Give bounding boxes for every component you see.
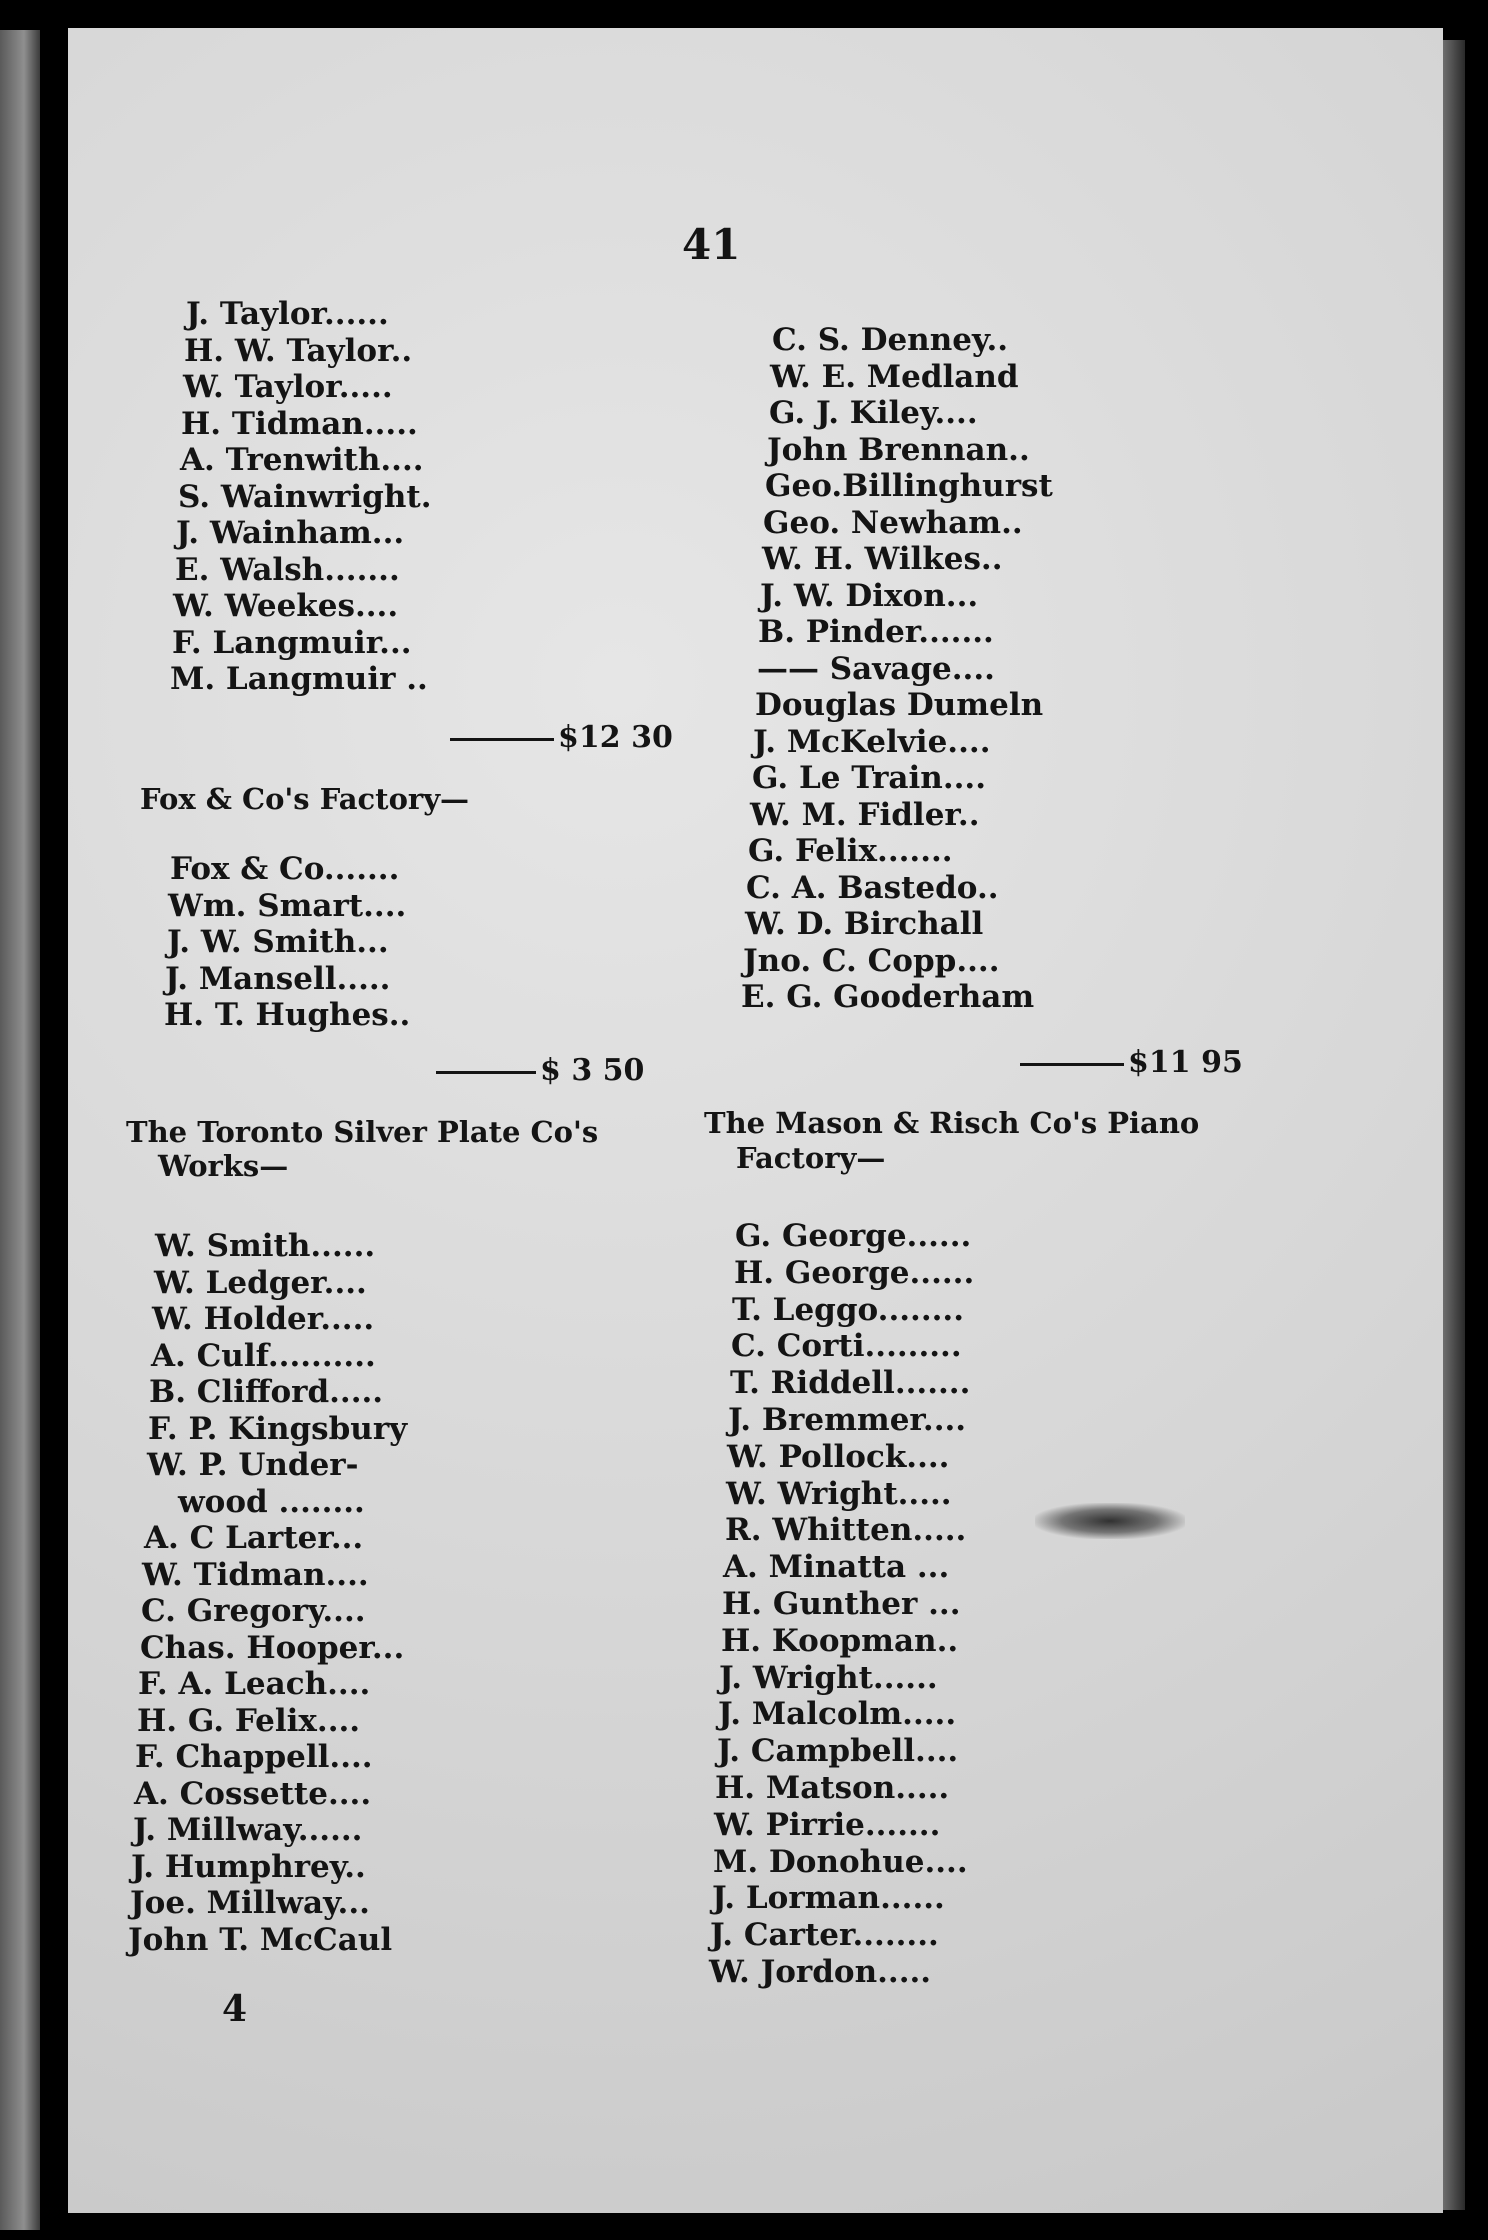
list-item: [155, 1228, 375, 1264]
list-item: [144, 1520, 363, 1556]
entry-name: G. Felix.......: [748, 833, 953, 869]
list-item: [147, 1447, 359, 1483]
list-item: [745, 906, 983, 942]
list-item: [181, 406, 418, 442]
entry-name: J. Taylor......: [186, 296, 389, 332]
list-item: [721, 1623, 958, 1659]
list-item: [130, 1885, 370, 1921]
list-item: [152, 1301, 374, 1337]
total-rule: [1020, 1063, 1124, 1066]
ink-smudge: [1035, 1503, 1185, 1539]
list-item: [167, 924, 389, 960]
entry-name: G. Le Train....: [752, 760, 986, 796]
entry-name: T. Riddell.......: [730, 1365, 971, 1402]
entry-name: W. Holder.....: [152, 1301, 375, 1337]
list-item: [134, 1776, 371, 1812]
entry-name: W. Jordon.....: [709, 1954, 932, 1990]
entry-name: W. Taylor.....: [183, 369, 393, 405]
entry-name: J. W. Smith...: [167, 924, 389, 960]
list-item: [713, 1844, 968, 1880]
list-item: [767, 432, 1030, 468]
entry-name: A. C Larter...: [144, 1520, 364, 1556]
total-value: $12 30: [558, 720, 673, 755]
entry-name: Jno. C. Copp....: [743, 942, 1000, 979]
entry-name: T. Leggo........: [732, 1291, 965, 1328]
entry-name: S. Wainwright.: [178, 478, 432, 515]
entry-name: W. Smith......: [155, 1228, 376, 1264]
list-item: [178, 1484, 365, 1520]
list-item: [140, 1630, 404, 1666]
list-item: [769, 395, 978, 431]
list-item: [714, 1807, 940, 1843]
entry-name: J. W. Dixon...: [760, 577, 979, 614]
list-item: [149, 1374, 383, 1410]
list-item: [758, 614, 994, 650]
entry-name: W. E. Medland: [770, 358, 1019, 395]
list-item: [175, 552, 400, 588]
entry-name: W. Pollock....: [727, 1438, 950, 1475]
entry-name: Douglas Dumeln: [755, 687, 1044, 723]
list-item: [746, 870, 999, 906]
entry-name: J. Campbell....: [717, 1733, 959, 1770]
list-item: [718, 1696, 956, 1732]
list-item: [763, 505, 1023, 541]
list-item: [717, 1733, 958, 1769]
list-item: [750, 797, 980, 833]
entry-name: H. G. Felix....: [137, 1702, 361, 1739]
entry-name: H. Koopman..: [721, 1622, 959, 1659]
list-item: [770, 359, 1019, 395]
entry-name: —— Savage....: [757, 650, 995, 687]
list-item: [128, 1922, 392, 1958]
list-item: [723, 1549, 949, 1585]
list-item: [732, 1292, 964, 1328]
entry-name: H. George......: [734, 1254, 975, 1291]
entry-name: H. T. Hughes..: [164, 997, 411, 1033]
list-item: [141, 1593, 366, 1629]
entry-name: F. A. Leach....: [138, 1666, 371, 1702]
entry-name: W. Pirrie.......: [714, 1806, 941, 1843]
list-item: [142, 1557, 369, 1593]
list-item: [186, 296, 389, 332]
entry-name: W. M. Fidler..: [750, 796, 980, 833]
entry-name: W. Weekes....: [173, 588, 399, 624]
entry-name: E. Walsh.......: [175, 551, 400, 588]
list-item: [131, 1849, 366, 1885]
list-item: [753, 724, 990, 760]
list-item: [757, 651, 995, 687]
list-item: [743, 943, 1000, 979]
section-heading: Fox & Co's Factory—: [140, 782, 470, 816]
entry-name: Fox & Co.......: [170, 851, 400, 887]
entry-name: Geo.Billinghurst: [765, 468, 1053, 504]
entry-name: F. P. Kingsbury: [148, 1410, 408, 1447]
entry-name: H. Tidman.....: [181, 405, 418, 442]
list-item: [762, 541, 1003, 577]
entry-name: B. Clifford.....: [149, 1374, 384, 1410]
list-item: [183, 369, 393, 405]
list-item: [173, 588, 398, 624]
list-item: [760, 578, 978, 614]
entry-name: F. Langmuir...: [172, 624, 412, 661]
signature-mark: 4: [222, 1988, 248, 2030]
list-item: [164, 997, 410, 1033]
entry-name: J. Bremmer....: [728, 1402, 967, 1438]
list-item: [138, 1666, 370, 1702]
entry-name: E. G. Gooderham: [741, 979, 1035, 1015]
entry-name: John Brennan..: [767, 431, 1030, 468]
list-item: [172, 625, 412, 661]
entry-name: Joe. Millway...: [130, 1885, 370, 1921]
section-heading: The Mason & Risch Co's Piano: [704, 1106, 1200, 1140]
entry-name: W. Tidman....: [142, 1556, 369, 1593]
adjacent-page-edge: [0, 30, 40, 2230]
list-item: [168, 888, 406, 924]
list-item: [176, 515, 404, 551]
list-item: [748, 833, 953, 869]
page-shadow-edge: [1443, 40, 1465, 2210]
list-item: [165, 961, 390, 997]
entry-name: J. Malcolm.....: [718, 1696, 957, 1733]
entry-name: Chas. Hooper...: [140, 1629, 405, 1666]
total-value: $ 3 50: [540, 1053, 645, 1088]
list-item: [772, 322, 1008, 358]
list-item: [765, 468, 1053, 504]
entry-name: J. Wright......: [719, 1659, 938, 1696]
list-item: [719, 1660, 938, 1696]
list-item: [715, 1770, 949, 1806]
list-item: [133, 1812, 362, 1848]
list-item: [730, 1365, 970, 1401]
entry-name: J. Millway......: [133, 1812, 363, 1848]
list-item: [712, 1880, 945, 1916]
entry-name: R. Whitten.....: [725, 1512, 967, 1549]
list-item: [154, 1265, 367, 1301]
entry-name: J. Carter........: [710, 1917, 939, 1954]
list-item: [752, 760, 986, 796]
entry-name: J. Humphrey..: [131, 1848, 366, 1885]
list-item: [725, 1512, 966, 1548]
entry-name: J. Lorman......: [712, 1880, 945, 1917]
list-item: [722, 1586, 961, 1622]
entry-name: M. Donohue....: [713, 1843, 968, 1880]
section-heading: Factory—: [736, 1141, 886, 1175]
list-item: [170, 851, 399, 887]
list-item: [709, 1954, 931, 1990]
entry-name: C. Gregory....: [141, 1593, 366, 1629]
entry-name: J. McKelvie....: [753, 723, 991, 760]
entry-name: W. Ledger....: [154, 1264, 367, 1301]
entry-name: F. Chappell....: [135, 1739, 373, 1775]
entry-name: J. Wainham...: [176, 515, 405, 551]
entry-name: C. A. Bastedo..: [746, 869, 999, 906]
entry-name: G. J. Kiley....: [769, 395, 978, 431]
section-heading: Works—: [158, 1149, 289, 1183]
entry-name: Wm. Smart....: [168, 887, 407, 924]
list-item: [734, 1255, 974, 1291]
entry-name: W. Wright.....: [726, 1475, 952, 1512]
list-item: [735, 1218, 971, 1254]
total-rule: [436, 1071, 536, 1074]
entry-name: J. Mansell.....: [165, 960, 391, 997]
entry-name: H. Matson.....: [715, 1770, 950, 1806]
list-item: [731, 1328, 962, 1364]
subtotal: [1020, 1045, 1243, 1081]
section-heading: The Toronto Silver Plate Co's: [126, 1115, 599, 1149]
entry-name: H. Gunther ...: [722, 1586, 961, 1622]
entry-name: W. D. Birchall: [745, 906, 984, 942]
list-item: [170, 661, 428, 697]
list-item: [726, 1476, 952, 1512]
entry-name: John T. McCaul: [128, 1921, 393, 1958]
entry-name: Geo. Newham..: [763, 504, 1023, 541]
entry-name: B. Pinder.......: [758, 614, 994, 650]
entry-name: C. Corti.........: [731, 1328, 962, 1365]
total-rule: [450, 738, 554, 741]
entry-name: A. Cossette....: [134, 1775, 372, 1812]
list-item: [151, 1338, 376, 1374]
entry-name: W. P. Under-: [147, 1447, 359, 1483]
list-item: [727, 1439, 949, 1475]
list-item: [741, 979, 1034, 1015]
list-item: [148, 1411, 407, 1447]
page-number: 41: [682, 220, 741, 269]
entry-name: H. W. Taylor..: [184, 332, 413, 369]
list-item: [178, 479, 432, 515]
entry-name: A. Trenwith....: [180, 442, 424, 478]
list-item: [755, 687, 1043, 723]
entry-name: W. H. Wilkes..: [762, 541, 1003, 577]
entry-name: C. S. Denney..: [772, 322, 1009, 358]
list-item: [710, 1917, 939, 1953]
entry-name: M. Langmuir ..: [170, 661, 428, 697]
list-item: [137, 1703, 360, 1739]
entry-name: A. Minatta ...: [723, 1549, 950, 1586]
list-item: [184, 333, 412, 369]
list-item: [728, 1402, 966, 1438]
total-value: $11 95: [1128, 1045, 1243, 1080]
entry-name: A. Culf..........: [151, 1337, 376, 1374]
entry-name: wood ........: [178, 1483, 365, 1520]
list-item: [135, 1739, 373, 1775]
entry-name: G. George......: [735, 1218, 972, 1254]
list-item: [180, 442, 424, 478]
subtotal: [450, 720, 673, 756]
subtotal: [436, 1053, 644, 1089]
